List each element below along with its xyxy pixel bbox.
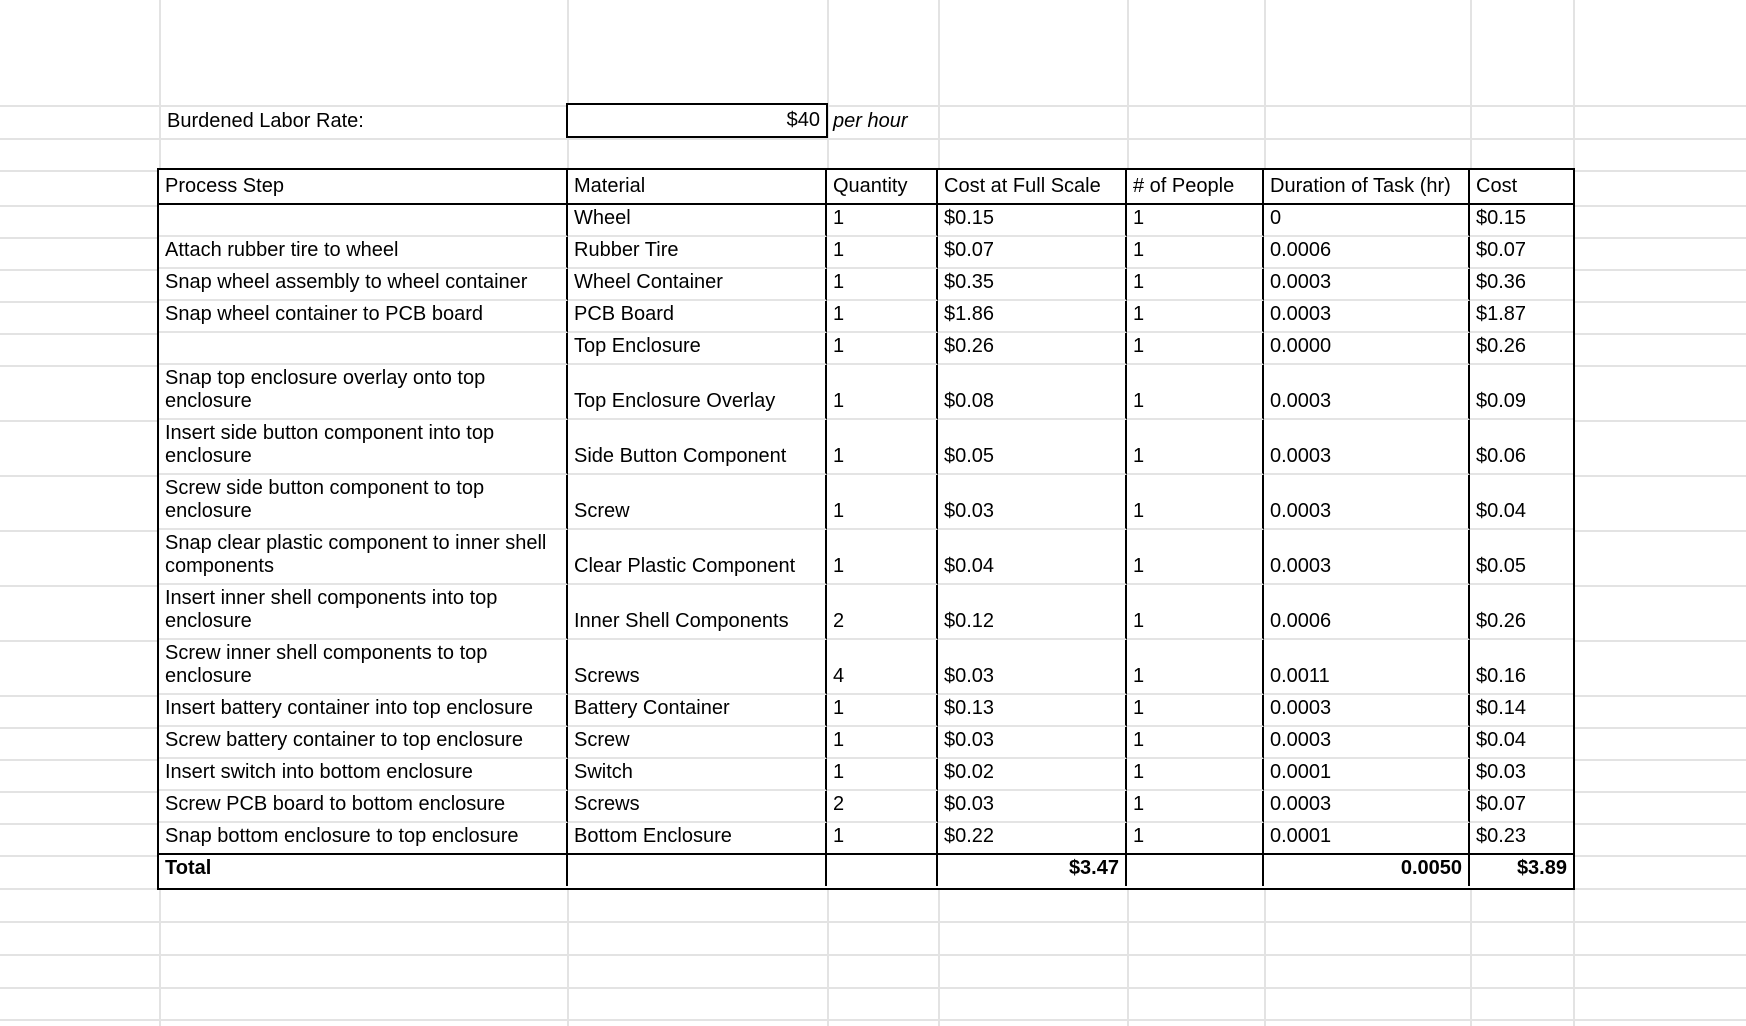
table-row — [159, 420, 1573, 475]
people-cell[interactable]: 1 — [1127, 727, 1264, 759]
material-cell[interactable]: Wheel Container — [568, 269, 827, 301]
duration-cell[interactable]: 0.0003 — [1264, 475, 1470, 530]
total-duration-cell[interactable]: 0.0050 — [1264, 853, 1470, 886]
total-cost-cell[interactable]: $3.89 — [1470, 853, 1573, 886]
duration-cell[interactable]: 0.0003 — [1264, 301, 1470, 333]
quantity-cell[interactable]: 1 — [827, 269, 938, 301]
material-cell[interactable]: Side Button Component — [568, 420, 827, 475]
material-cell[interactable]: Battery Container — [568, 695, 827, 727]
material-cell[interactable]: Screw — [568, 475, 827, 530]
people-cell[interactable]: 1 — [1127, 823, 1264, 853]
process-step-cell[interactable]: Screw inner shell components to top enclosure — [159, 640, 568, 695]
table-row — [159, 237, 1573, 269]
gridline — [0, 921, 1746, 923]
quantity-cell[interactable]: 4 — [827, 640, 938, 695]
cost-cell[interactable]: $0.26 — [1470, 585, 1573, 640]
material-cell[interactable]: Top Enclosure Overlay — [568, 365, 827, 420]
quantity-cell[interactable]: 1 — [827, 365, 938, 420]
cost-full-scale-cell[interactable]: $0.03 — [938, 640, 1127, 695]
total-material-cell[interactable] — [568, 853, 827, 886]
quantity-cell[interactable]: 1 — [827, 205, 938, 237]
cost-cell[interactable]: $0.15 — [1470, 205, 1573, 237]
header-duration[interactable]: Duration of Task (hr) — [1264, 170, 1470, 205]
cost-cell[interactable]: $0.07 — [1470, 791, 1573, 823]
gridline — [0, 138, 1746, 140]
duration-cell[interactable]: 0.0001 — [1264, 759, 1470, 791]
material-cell[interactable]: Top Enclosure — [568, 333, 827, 365]
duration-cell[interactable]: 0.0006 — [1264, 237, 1470, 269]
duration-cell[interactable]: 0.0003 — [1264, 791, 1470, 823]
cost-full-scale-cell[interactable]: $0.05 — [938, 420, 1127, 475]
table-row — [159, 759, 1573, 791]
process-step-cell[interactable] — [159, 205, 568, 237]
table-row — [159, 791, 1573, 823]
material-cell[interactable]: Rubber Tire — [568, 237, 827, 269]
duration-cell[interactable]: 0.0000 — [1264, 333, 1470, 365]
cost-cell[interactable]: $0.04 — [1470, 727, 1573, 759]
cost-cell[interactable]: $0.23 — [1476, 825, 1527, 847]
duration-cell[interactable]: 0.0003 — [1264, 420, 1470, 475]
people-cell[interactable]: 1 — [1127, 475, 1264, 530]
duration-cell[interactable]: 0.0001 — [1264, 823, 1470, 853]
people-cell[interactable]: 1 — [1127, 585, 1264, 640]
process-step-cell[interactable]: Snap wheel container to PCB board — [159, 301, 568, 333]
quantity-cell[interactable]: 1 — [827, 237, 938, 269]
process-step-cell[interactable]: Snap top enclosure overlay onto top enclosure — [159, 365, 568, 420]
quantity-cell[interactable]: 1 — [827, 727, 938, 759]
people-cell[interactable]: 1 — [1127, 301, 1264, 333]
quantity-cell[interactable]: 1 — [827, 759, 938, 791]
table-row — [159, 301, 1573, 333]
table-row — [159, 365, 1573, 420]
cost-full-scale-cell[interactable]: $0.26 — [938, 333, 1127, 365]
people-cell[interactable]: 1 — [1127, 530, 1264, 585]
quantity-cell[interactable]: 2 — [827, 791, 938, 823]
quantity-cell[interactable]: 1 — [827, 530, 938, 585]
quantity-cell[interactable]: 1 — [827, 695, 938, 727]
people-cell[interactable]: 1 — [1127, 333, 1264, 365]
quantity-cell[interactable]: 1 — [827, 420, 938, 475]
material-cell[interactable]: Inner Shell Components — [568, 585, 827, 640]
quantity-cell[interactable]: 2 — [827, 585, 938, 640]
total-label-cell[interactable]: Total — [159, 853, 568, 886]
header-cost[interactable]: Cost — [1470, 170, 1573, 205]
cost-cell[interactable]: $0.36 — [1470, 269, 1573, 301]
header-people[interactable]: # of People — [1127, 170, 1264, 205]
cost-cell[interactable]: $0.03 — [1470, 759, 1573, 791]
material-cell[interactable]: Screws — [568, 640, 827, 695]
cost-cell[interactable]: $0.26 — [1470, 333, 1573, 365]
labor-rate-label[interactable]: Burdened Labor Rate: — [167, 110, 364, 132]
cost-cell[interactable]: $0.06 — [1470, 420, 1573, 475]
people-cell[interactable]: 1 — [1127, 365, 1264, 420]
gridline — [0, 954, 1746, 956]
people-cell[interactable]: 1 — [1127, 759, 1264, 791]
header-process-step[interactable]: Process Step — [159, 170, 568, 205]
cost-cell[interactable]: $0.07 — [1470, 237, 1573, 269]
cost-full-scale-cell[interactable]: $0.02 — [938, 759, 1127, 791]
total-people-cell[interactable] — [1127, 853, 1264, 886]
material-cell[interactable]: Switch — [568, 759, 827, 791]
process-step-cell[interactable]: Insert side button component into top enclosure — [159, 420, 568, 475]
duration-cell[interactable]: 0.0003 — [1264, 727, 1470, 759]
table-row — [159, 727, 1573, 759]
gridline — [0, 987, 1746, 989]
total-cost-full-scale-cell[interactable]: $3.47 — [938, 853, 1127, 886]
cost-full-scale-cell[interactable]: $0.35 — [938, 269, 1127, 301]
cost-full-scale-cell[interactable]: $0.07 — [938, 237, 1127, 269]
table-row — [159, 695, 1573, 727]
process-step-cell[interactable]: Snap clear plastic component to inner shell components — [159, 530, 568, 585]
quantity-cell[interactable]: 1 — [827, 333, 938, 365]
table-row — [159, 333, 1573, 365]
cost-cell[interactable]: $0.09 — [1470, 365, 1573, 420]
cost-full-scale-cell[interactable]: $0.12 — [938, 585, 1127, 640]
cost-full-scale-cell[interactable]: $0.03 — [938, 475, 1127, 530]
duration-cell[interactable]: 0.0003 — [1264, 269, 1470, 301]
header-cost-full-scale[interactable]: Cost at Full Scale — [938, 170, 1127, 205]
material-cell[interactable]: PCB Board — [568, 301, 827, 333]
material-cell[interactable]: Wheel — [568, 205, 827, 237]
material-cell[interactable]: Bottom Enclosure — [568, 823, 827, 853]
cost-full-scale-cell[interactable]: $0.08 — [938, 365, 1127, 420]
duration-cell[interactable]: 0 — [1264, 205, 1470, 237]
table-row — [159, 585, 1573, 640]
material-cell[interactable]: Screw — [568, 727, 827, 759]
header-quantity[interactable]: Quantity — [827, 170, 938, 205]
process-step-cell[interactable]: Screw battery container to top enclosure — [159, 727, 568, 759]
table-row — [159, 530, 1573, 585]
table-row — [159, 823, 1573, 853]
quantity-cell[interactable]: 1 — [827, 823, 938, 853]
gridline — [0, 1019, 1746, 1021]
table-row — [159, 640, 1573, 695]
cost-full-scale-cell[interactable]: $0.04 — [938, 530, 1127, 585]
duration-cell[interactable]: 0.0006 — [1264, 585, 1470, 640]
people-cell[interactable]: 1 — [1127, 640, 1264, 695]
process-step-cell[interactable]: Insert switch into bottom enclosure — [159, 759, 568, 791]
process-step-cell[interactable]: Attach rubber tire to wheel — [159, 237, 568, 269]
labor-rate-unit: per hour — [833, 110, 908, 132]
header-row — [159, 170, 1573, 205]
duration-cell[interactable]: 0.0003 — [1264, 530, 1470, 585]
header-material[interactable]: Material — [568, 170, 827, 205]
people-cell[interactable]: 1 — [1127, 237, 1264, 269]
total-row — [159, 853, 1573, 886]
process-step-cell[interactable] — [159, 333, 568, 365]
cost-full-scale-cell[interactable]: $1.86 — [938, 301, 1127, 333]
process-step-cell[interactable]: Snap bottom enclosure to top enclosure — [159, 823, 568, 853]
table-body — [159, 205, 1573, 853]
cost-full-scale-cell[interactable]: $0.22 — [938, 823, 1127, 853]
cost-cell[interactable]: $0.04 — [1470, 475, 1573, 530]
total-quantity-cell[interactable] — [827, 853, 938, 886]
material-cell[interactable]: Clear Plastic Component — [568, 530, 827, 585]
table-row — [159, 475, 1573, 530]
cost-cell[interactable]: $0.05 — [1470, 530, 1573, 585]
cost-table — [157, 168, 1575, 890]
cost-full-scale-cell[interactable]: $0.03 — [938, 727, 1127, 759]
people-cell[interactable]: 1 — [1127, 205, 1264, 237]
process-step-cell[interactable]: Insert battery container into top enclosure — [159, 695, 568, 727]
process-step-cell[interactable]: Insert inner shell components into top enclosure — [159, 585, 568, 640]
process-step-cell[interactable]: Screw PCB board to bottom enclosure — [159, 791, 568, 823]
quantity-cell[interactable]: 1 — [827, 475, 938, 530]
people-cell[interactable]: 1 — [1127, 695, 1264, 727]
duration-cell[interactable]: 0.0003 — [1264, 365, 1470, 420]
people-cell[interactable]: 1 — [1127, 420, 1264, 475]
duration-cell[interactable]: 0.0011 — [1264, 640, 1470, 695]
process-step-cell[interactable]: Snap wheel assembly to wheel container — [159, 269, 568, 301]
people-cell[interactable]: 1 — [1127, 269, 1264, 301]
cost-cell[interactable]: $1.87 — [1470, 301, 1573, 333]
process-step-cell[interactable]: Screw side button component to top enclosure — [159, 475, 568, 530]
people-cell[interactable]: 1 — [1127, 791, 1264, 823]
table-row — [159, 205, 1573, 237]
cost-full-scale-cell[interactable]: $0.13 — [938, 695, 1127, 727]
cost-full-scale-cell[interactable]: $0.03 — [938, 791, 1127, 823]
cost-cell[interactable]: $0.14 — [1470, 695, 1573, 727]
quantity-cell[interactable]: 1 — [827, 301, 938, 333]
labor-rate-value-cell[interactable]: $40 — [566, 103, 828, 138]
duration-cell[interactable]: 0.0003 — [1264, 695, 1470, 727]
material-cell[interactable]: Screws — [568, 791, 827, 823]
table-row — [159, 269, 1573, 301]
cost-cell[interactable]: $0.16 — [1470, 640, 1573, 695]
cost-full-scale-cell[interactable]: $0.15 — [938, 205, 1127, 237]
